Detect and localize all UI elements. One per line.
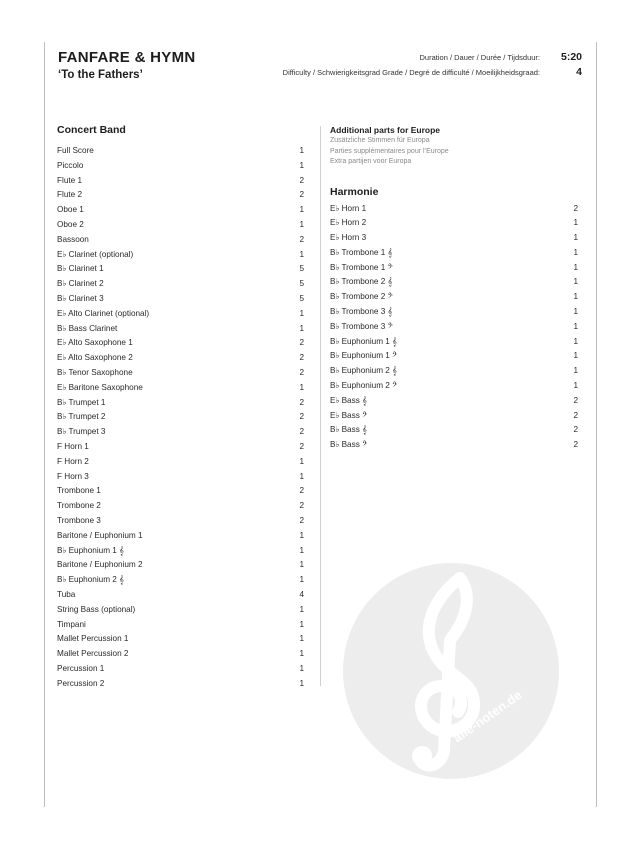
- harmonie-heading: Harmonie: [330, 185, 379, 198]
- part-count: 1: [299, 382, 304, 392]
- concert-band-part-row: [57, 455, 304, 470]
- part-name: E♭ Bass 𝄞: [330, 395, 367, 405]
- part-name: Piccolo: [57, 160, 84, 170]
- part-count: 1: [299, 634, 304, 644]
- part-name: B♭ Trombone 3 𝄢: [330, 321, 393, 331]
- concert-band-part-row: [57, 262, 304, 277]
- part-count: 2: [299, 427, 304, 437]
- harmonie-part-row: [330, 335, 578, 350]
- treble-clef-watermark-logo: [340, 560, 562, 782]
- part-count: 1: [299, 308, 304, 318]
- part-name: Flute 2: [57, 190, 83, 200]
- concert-band-part-row: [57, 440, 304, 455]
- duration-row: [222, 51, 582, 66]
- harmonie-part-row: [330, 290, 578, 305]
- part-name: B♭ Bass 𝄢: [330, 440, 368, 450]
- part-name: B♭ Bass Clarinet: [57, 323, 118, 333]
- part-name: E♭ Clarinet (optional): [57, 249, 134, 259]
- concert-band-column: [57, 122, 304, 691]
- part-name: B♭ Trombone 2 𝄢: [330, 292, 393, 302]
- concert-band-part-row: [57, 662, 304, 677]
- piece-subtitle: ‘To the Fathers’: [58, 69, 143, 81]
- page-border-right: [596, 42, 597, 807]
- part-name: B♭ Trumpet 3: [57, 427, 106, 437]
- part-name: Percussion 2: [57, 678, 105, 688]
- part-count: 1: [299, 219, 304, 229]
- concert-band-part-row: [57, 218, 304, 233]
- concert-band-part-row: [57, 381, 304, 396]
- part-name: F Horn 2: [57, 456, 89, 466]
- part-name: E♭ Baritone Saxophone: [57, 382, 143, 392]
- part-count: 1: [573, 307, 578, 317]
- harmonie-parts-list: [330, 202, 578, 454]
- part-name: E♭ Alto Clarinet (optional): [57, 308, 150, 318]
- part-count: 1: [573, 247, 578, 257]
- part-name: E♭ Alto Saxophone 1: [57, 338, 133, 348]
- part-name: B♭ Trumpet 1: [57, 397, 106, 407]
- part-name: Bassoon: [57, 234, 89, 244]
- part-count: 1: [299, 471, 304, 481]
- harmonie-part-row: [330, 438, 578, 453]
- harmonie-part-row: [330, 275, 578, 290]
- concert-band-part-row: [57, 647, 304, 662]
- concert-band-heading: Concert Band: [57, 124, 126, 136]
- part-count: 2: [299, 190, 304, 200]
- part-name: Tuba: [57, 589, 76, 599]
- part-count: 1: [573, 336, 578, 346]
- part-count: 1: [299, 575, 304, 585]
- harmonie-part-row: [330, 379, 578, 394]
- concert-band-part-row: [57, 618, 304, 633]
- part-name: B♭ Clarinet 2: [57, 279, 104, 289]
- part-count: 1: [299, 663, 304, 673]
- harmonie-part-row: [330, 364, 578, 379]
- harmonie-part-row: [330, 261, 578, 276]
- part-name: E♭ Horn 3: [330, 233, 367, 243]
- concert-band-part-row: [57, 336, 304, 351]
- part-count: 2: [299, 338, 304, 348]
- part-count: 2: [299, 175, 304, 185]
- part-name: Mallet Percussion 1: [57, 634, 129, 644]
- part-name: F Horn 3: [57, 471, 89, 481]
- part-name: Trombone 2: [57, 501, 101, 511]
- harmonie-part-row: [330, 409, 578, 424]
- part-name: Oboe 2: [57, 219, 84, 229]
- part-name: Oboe 1: [57, 205, 84, 215]
- concert-band-part-row: [57, 632, 304, 647]
- part-count: 1: [299, 456, 304, 466]
- watermark-text: alle-noten.de: [450, 687, 525, 746]
- concert-band-part-row: [57, 277, 304, 292]
- concert-band-part-row: [57, 514, 304, 529]
- concert-band-part-row: [57, 677, 304, 692]
- part-name: B♭ Clarinet 1: [57, 264, 104, 274]
- part-name: E♭ Horn 2: [330, 218, 367, 228]
- part-name: E♭ Alto Saxophone 2: [57, 353, 133, 363]
- concert-band-part-row: [57, 558, 304, 573]
- part-count: 2: [573, 203, 578, 213]
- additional-parts-title: Additional parts for Europe: [330, 125, 441, 135]
- concert-band-part-row: [57, 174, 304, 189]
- harmonie-part-row: [330, 216, 578, 231]
- part-name: B♭ Euphonium 1 𝄞: [330, 336, 397, 346]
- part-count: 1: [299, 323, 304, 333]
- harmonie-column: [330, 125, 578, 453]
- harmonie-part-row: [330, 320, 578, 335]
- part-name: B♭ Trombone 1 𝄞: [330, 247, 393, 257]
- concert-band-part-row: [57, 544, 304, 559]
- part-name: B♭ Trumpet 2: [57, 412, 106, 422]
- part-count: 1: [573, 381, 578, 391]
- harmonie-part-row: [330, 202, 578, 217]
- clef-tail-dot: [412, 746, 432, 766]
- part-name: B♭ Euphonium 2 𝄞: [57, 575, 124, 585]
- part-count: 2: [299, 397, 304, 407]
- part-count: 1: [573, 321, 578, 331]
- part-count: 5: [299, 264, 304, 274]
- difficulty-row: [222, 66, 582, 81]
- part-count: 2: [299, 353, 304, 363]
- part-name: B♭ Clarinet 3: [57, 293, 104, 303]
- additional-parts-subtitle-de: Zusätzliche Stimmen für Europa: [330, 137, 430, 144]
- concert-band-part-row: [57, 188, 304, 203]
- part-count: 5: [299, 293, 304, 303]
- concert-band-part-row: [57, 203, 304, 218]
- part-count: 2: [299, 367, 304, 377]
- harmonie-part-row: [330, 231, 578, 246]
- part-count: 1: [299, 678, 304, 688]
- part-name: String Bass (optional): [57, 604, 136, 614]
- duration-label: Duration / Dauer / Durée / Tijdsduur:: [419, 53, 540, 62]
- part-count: 1: [299, 530, 304, 540]
- part-name: Timpani: [57, 619, 86, 629]
- concert-band-part-row: [57, 233, 304, 248]
- part-count: 1: [299, 649, 304, 659]
- harmonie-part-row: [330, 394, 578, 409]
- part-name: Baritone / Euphonium 1: [57, 530, 143, 540]
- concert-band-parts-list: [57, 144, 304, 691]
- part-count: 1: [299, 619, 304, 629]
- part-name: E♭ Horn 1: [330, 203, 367, 213]
- part-name: B♭ Euphonium 2 𝄞: [330, 366, 397, 376]
- part-name: F Horn 1: [57, 441, 89, 451]
- part-count: 2: [299, 412, 304, 422]
- part-count: 2: [573, 410, 578, 420]
- concert-band-part-row: [57, 425, 304, 440]
- part-name: B♭ Euphonium 1 𝄢: [330, 351, 398, 361]
- part-name: B♭ Tenor Saxophone: [57, 367, 133, 377]
- additional-parts-subtitle-fr: Parties supplémentaires pour l’Europe: [330, 147, 449, 155]
- part-count: 4: [299, 589, 304, 599]
- part-count: 2: [299, 515, 304, 525]
- column-divider: [320, 126, 321, 686]
- part-count: 2: [299, 486, 304, 496]
- part-count: 1: [573, 351, 578, 361]
- part-name: Trombone 1: [57, 486, 101, 496]
- harmonie-part-row: [330, 349, 578, 364]
- concert-band-part-row: [57, 248, 304, 263]
- part-name: Full Score: [57, 146, 94, 155]
- part-count: 1: [299, 205, 304, 215]
- part-name: Baritone / Euphonium 2: [57, 560, 143, 570]
- part-name: Percussion 1: [57, 663, 105, 673]
- part-count: 1: [299, 249, 304, 259]
- part-count: 1: [573, 233, 578, 243]
- part-count: 1: [573, 262, 578, 272]
- concert-band-part-row: [57, 470, 304, 485]
- part-count: 2: [573, 425, 578, 435]
- concert-band-part-row: [57, 529, 304, 544]
- part-count: 2: [299, 441, 304, 451]
- part-name: B♭ Bass 𝄞: [330, 425, 367, 435]
- piece-meta: [222, 51, 582, 81]
- page-border-left: [44, 42, 45, 807]
- concert-band-part-row: [57, 322, 304, 337]
- harmonie-part-row: [330, 246, 578, 261]
- concert-band-part-row: [57, 159, 304, 174]
- concert-band-part-row: [57, 366, 304, 381]
- harmonie-part-row: [330, 305, 578, 320]
- part-count: 2: [573, 440, 578, 450]
- part-count: 1: [573, 277, 578, 287]
- concert-band-part-row: [57, 351, 304, 366]
- concert-band-part-row: [57, 410, 304, 425]
- part-count: 1: [299, 560, 304, 570]
- concert-band-part-row: [57, 307, 304, 322]
- part-count: 1: [299, 160, 304, 170]
- part-count: 1: [299, 146, 304, 155]
- part-name: B♭ Euphonium 1 𝄞: [57, 545, 124, 555]
- concert-band-part-row: [57, 292, 304, 307]
- part-count: 5: [299, 279, 304, 289]
- part-count: 1: [299, 545, 304, 555]
- part-name: Mallet Percussion 2: [57, 649, 129, 659]
- part-count: 1: [299, 604, 304, 614]
- piece-title: FANFARE & HYMN: [58, 49, 196, 66]
- part-name: B♭ Trombone 1 𝄢: [330, 262, 393, 272]
- concert-band-part-row: [57, 144, 304, 159]
- part-count: 1: [573, 366, 578, 376]
- part-name: B♭ Euphonium 2 𝄢: [330, 381, 398, 391]
- difficulty-label: Difficulty / Schwierigkeitsgrad Grade / Degré de difficulté / Moeilijkheidsgraad:: [282, 68, 540, 77]
- difficulty-value: 4: [576, 66, 582, 78]
- concert-band-part-row: [57, 573, 304, 588]
- concert-band-part-row: [57, 484, 304, 499]
- concert-band-part-row: [57, 499, 304, 514]
- concert-band-part-row: [57, 603, 304, 618]
- part-count: 1: [573, 218, 578, 228]
- additional-parts-subtitle-nl: Extra partijen voor Europa: [330, 158, 412, 165]
- part-count: 1: [573, 292, 578, 302]
- part-name: Trombone 3: [57, 515, 101, 525]
- part-count: 2: [299, 234, 304, 244]
- part-name: B♭ Trombone 3 𝄞: [330, 307, 393, 317]
- part-name: E♭ Bass 𝄢: [330, 410, 368, 420]
- concert-band-part-row: [57, 396, 304, 411]
- harmonie-part-row: [330, 423, 578, 438]
- concert-band-part-row: [57, 588, 304, 603]
- part-count: 2: [299, 501, 304, 511]
- part-name: B♭ Trombone 2 𝄞: [330, 277, 393, 287]
- part-name: Flute 1: [57, 175, 83, 185]
- duration-value: 5:20: [560, 51, 582, 63]
- part-count: 2: [573, 395, 578, 405]
